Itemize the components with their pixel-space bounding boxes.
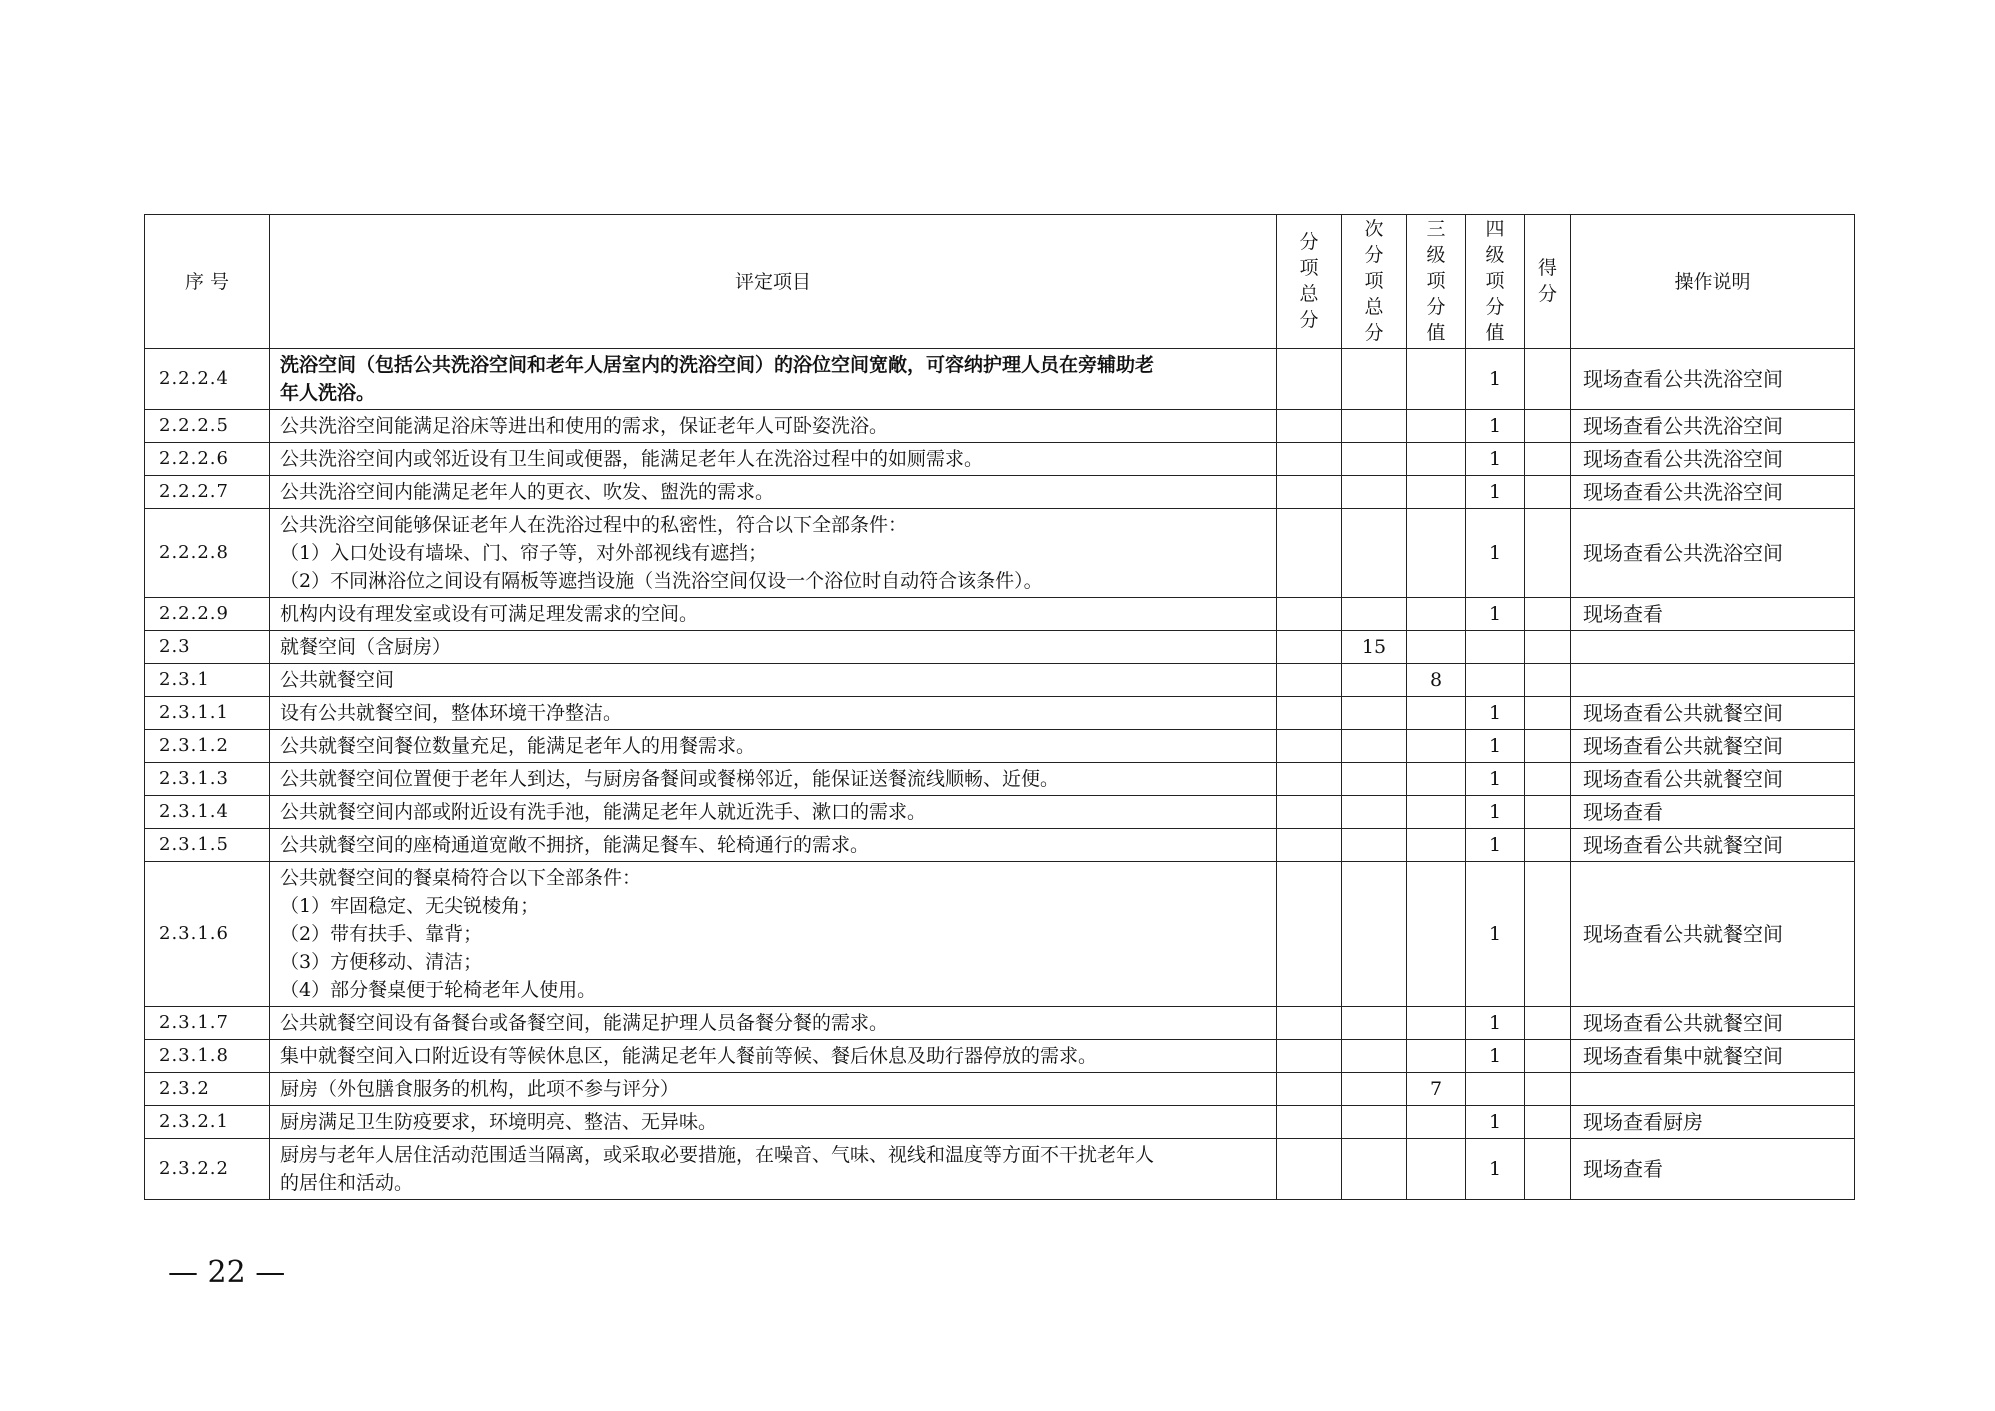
row-second-total (1342, 730, 1407, 763)
row-number: 2.2.2.5 (145, 410, 270, 443)
row-score (1525, 664, 1571, 697)
table-row (145, 1073, 1855, 1106)
row-item-line: 公共就餐空间 (280, 669, 395, 691)
row-sub-total (1277, 349, 1342, 410)
row-fourth-value (1466, 1073, 1525, 1106)
row-third-value: 8 (1407, 664, 1466, 697)
row-note: 现场查看公共洗浴空间 (1571, 476, 1855, 509)
row-item (270, 796, 1277, 829)
row-item (270, 1139, 1277, 1200)
page-number: — 22 — (168, 1255, 286, 1290)
row-sub-total (1277, 796, 1342, 829)
row-second-total (1342, 796, 1407, 829)
row-item-line: 机构内设有理发室或设有可满足理发需求的空间。 (280, 603, 699, 625)
table-row (145, 730, 1855, 763)
row-number: 2.3.1.3 (145, 763, 270, 796)
row-third-value (1407, 509, 1466, 598)
row-score (1525, 509, 1571, 598)
row-fourth-value: 1 (1466, 410, 1525, 443)
row-score (1525, 1040, 1571, 1073)
row-fourth-value: 1 (1466, 1040, 1525, 1073)
row-second-total (1342, 443, 1407, 476)
row-second-total (1342, 1106, 1407, 1139)
row-second-total (1342, 763, 1407, 796)
row-score (1525, 1007, 1571, 1040)
row-score (1525, 796, 1571, 829)
row-score (1525, 697, 1571, 730)
row-sub-total (1277, 1007, 1342, 1040)
row-fourth-value: 1 (1466, 730, 1525, 763)
row-item (270, 1073, 1277, 1106)
row-second-total (1342, 476, 1407, 509)
row-item-line: （2）不同淋浴位之间设有隔板等遮挡设施（当洗浴空间仅设一个浴位时自动符合该条件）。 (280, 570, 1043, 592)
row-sub-total (1277, 1106, 1342, 1139)
row-item (270, 443, 1277, 476)
row-third-value (1407, 1106, 1466, 1139)
row-third-value (1407, 763, 1466, 796)
row-score (1525, 476, 1571, 509)
row-third-value (1407, 476, 1466, 509)
row-fourth-value: 1 (1466, 1007, 1525, 1040)
row-third-value (1407, 796, 1466, 829)
row-item (270, 410, 1277, 443)
row-note: 现场查看公共就餐空间 (1571, 1007, 1855, 1040)
row-sub-total (1277, 1139, 1342, 1200)
row-third-value (1407, 443, 1466, 476)
table-row (145, 664, 1855, 697)
header-second-total: 次分项总分 (1342, 215, 1407, 349)
row-third-value (1407, 349, 1466, 410)
row-item (270, 1007, 1277, 1040)
row-note: 现场查看公共就餐空间 (1571, 697, 1855, 730)
row-note: 现场查看公共就餐空间 (1571, 862, 1855, 1007)
row-second-total (1342, 664, 1407, 697)
row-sub-total (1277, 730, 1342, 763)
row-second-total (1342, 697, 1407, 730)
header-fourth-value: 四级项分值 (1466, 215, 1525, 349)
row-fourth-value: 1 (1466, 349, 1525, 410)
row-score (1525, 862, 1571, 1007)
row-third-value (1407, 1040, 1466, 1073)
row-number: 2.2.2.9 (145, 598, 270, 631)
row-item (270, 730, 1277, 763)
row-note: 现场查看 (1571, 598, 1855, 631)
row-score (1525, 349, 1571, 410)
row-sub-total (1277, 410, 1342, 443)
row-sub-total (1277, 476, 1342, 509)
row-second-total (1342, 1073, 1407, 1106)
row-third-value: 7 (1407, 1073, 1466, 1106)
row-number: 2.3 (145, 631, 270, 664)
row-number: 2.2.2.8 (145, 509, 270, 598)
row-third-value (1407, 730, 1466, 763)
row-second-total (1342, 862, 1407, 1007)
row-fourth-value (1466, 664, 1525, 697)
row-score (1525, 410, 1571, 443)
row-item-line: （2）带有扶手、靠背； (280, 923, 483, 945)
row-number: 2.3.2.1 (145, 1106, 270, 1139)
row-sub-total (1277, 509, 1342, 598)
row-number: 2.3.1.4 (145, 796, 270, 829)
row-item-line: 洗浴空间（包括公共洗浴空间和老年人居室内的洗浴空间）的浴位空间宽敞，可容纳护理人员在旁辅助老 (280, 354, 1155, 376)
row-note: 现场查看 (1571, 796, 1855, 829)
row-item (270, 829, 1277, 862)
row-sub-total (1277, 631, 1342, 664)
row-sub-total (1277, 598, 1342, 631)
row-item (270, 349, 1277, 410)
row-third-value (1407, 598, 1466, 631)
row-item-line: 的居住和活动。 (280, 1172, 414, 1194)
header-item: 评定项目 (270, 215, 1277, 349)
row-note: 现场查看公共洗浴空间 (1571, 410, 1855, 443)
row-fourth-value: 1 (1466, 862, 1525, 1007)
row-note: 现场查看 (1571, 1139, 1855, 1200)
row-sub-total (1277, 443, 1342, 476)
row-second-total (1342, 598, 1407, 631)
table-row (145, 598, 1855, 631)
row-fourth-value: 1 (1466, 697, 1525, 730)
row-item-line: 厨房满足卫生防疫要求，环境明亮、整洁、无异味。 (280, 1111, 718, 1133)
row-number: 2.3.1.1 (145, 697, 270, 730)
table-row (145, 862, 1855, 1007)
row-second-total (1342, 349, 1407, 410)
row-number: 2.3.1.2 (145, 730, 270, 763)
row-sub-total (1277, 1040, 1342, 1073)
row-score (1525, 763, 1571, 796)
row-number: 2.3.1.5 (145, 829, 270, 862)
header-third-value: 三级项分值 (1407, 215, 1466, 349)
row-fourth-value: 1 (1466, 476, 1525, 509)
row-item-line: 公共就餐空间的座椅通道宽敞不拥挤，能满足餐车、轮椅通行的需求。 (280, 834, 870, 856)
row-sub-total (1277, 862, 1342, 1007)
row-item (270, 476, 1277, 509)
row-item (270, 1106, 1277, 1139)
table-row (145, 443, 1855, 476)
row-item (270, 631, 1277, 664)
header-score: 得分 (1525, 215, 1571, 349)
row-item (270, 862, 1277, 1007)
row-item-line: 公共就餐空间内部或附近设有洗手池，能满足老年人就近洗手、漱口的需求。 (280, 801, 927, 823)
row-second-total (1342, 1040, 1407, 1073)
row-third-value (1407, 631, 1466, 664)
row-number: 2.2.2.6 (145, 443, 270, 476)
row-score (1525, 1139, 1571, 1200)
row-item-line: 公共洗浴空间能满足浴床等进出和使用的需求，保证老年人可卧姿洗浴。 (280, 415, 889, 437)
row-item-line: （1）牢固稳定、无尖锐棱角； (280, 895, 540, 917)
row-fourth-value: 1 (1466, 509, 1525, 598)
row-number: 2.3.1 (145, 664, 270, 697)
row-note: 现场查看公共洗浴空间 (1571, 349, 1855, 410)
row-item (270, 1040, 1277, 1073)
table-row (145, 829, 1855, 862)
table-row (145, 763, 1855, 796)
row-third-value (1407, 1139, 1466, 1200)
row-third-value (1407, 862, 1466, 1007)
header-note: 操作说明 (1571, 215, 1855, 349)
row-fourth-value: 1 (1466, 1139, 1525, 1200)
row-note: 现场查看公共洗浴空间 (1571, 443, 1855, 476)
row-second-total (1342, 1007, 1407, 1040)
row-item (270, 664, 1277, 697)
row-score (1525, 829, 1571, 862)
row-item (270, 598, 1277, 631)
row-score (1525, 1106, 1571, 1139)
row-number: 2.3.1.7 (145, 1007, 270, 1040)
row-second-total (1342, 829, 1407, 862)
row-fourth-value: 1 (1466, 598, 1525, 631)
row-item-line: 公共洗浴空间能够保证老年人在洗浴过程中的私密性，符合以下全部条件： (280, 514, 908, 536)
row-item-line: 公共洗浴空间内或邻近设有卫生间或便器，能满足老年人在洗浴过程中的如厕需求。 (280, 448, 984, 470)
row-score (1525, 631, 1571, 664)
row-item (270, 509, 1277, 598)
header-sub-total: 分项总分 (1277, 215, 1342, 349)
row-note (1571, 631, 1855, 664)
table-row (145, 697, 1855, 730)
row-item-line: （4）部分餐桌便于轮椅老年人使用。 (280, 979, 597, 1001)
row-item-line: （3）方便移动、清洁； (280, 951, 483, 973)
table-row (145, 476, 1855, 509)
row-score (1525, 443, 1571, 476)
row-second-total: 15 (1342, 631, 1407, 664)
row-item (270, 697, 1277, 730)
table-row (145, 410, 1855, 443)
table-row (145, 1040, 1855, 1073)
row-third-value (1407, 410, 1466, 443)
row-item (270, 763, 1277, 796)
row-score (1525, 598, 1571, 631)
row-item-line: 集中就餐空间入口附近设有等候休息区，能满足老年人餐前等候、餐后休息及助行器停放的需求。 (280, 1045, 1098, 1067)
row-note: 现场查看公共洗浴空间 (1571, 509, 1855, 598)
row-item-line: 设有公共就餐空间，整体环境干净整洁。 (280, 702, 623, 724)
row-third-value (1407, 697, 1466, 730)
table-body (145, 349, 1855, 1200)
row-score (1525, 1073, 1571, 1106)
row-second-total (1342, 1139, 1407, 1200)
table-row (145, 1139, 1855, 1200)
row-fourth-value (1466, 631, 1525, 664)
row-sub-total (1277, 664, 1342, 697)
row-sub-total (1277, 763, 1342, 796)
row-third-value (1407, 1007, 1466, 1040)
row-score (1525, 730, 1571, 763)
header-num: 序 号 (145, 215, 270, 349)
table-header-row (145, 215, 1855, 349)
row-note: 现场查看公共就餐空间 (1571, 829, 1855, 862)
row-fourth-value: 1 (1466, 1106, 1525, 1139)
row-note (1571, 664, 1855, 697)
row-number: 2.2.2.7 (145, 476, 270, 509)
row-sub-total (1277, 1073, 1342, 1106)
table-row (145, 349, 1855, 410)
row-item-line: 公共就餐空间设有备餐台或备餐空间，能满足护理人员备餐分餐的需求。 (280, 1012, 889, 1034)
row-note: 现场查看公共就餐空间 (1571, 763, 1855, 796)
row-note: 现场查看集中就餐空间 (1571, 1040, 1855, 1073)
row-item-line: 公共洗浴空间内能满足老年人的更衣、吹发、盥洗的需求。 (280, 481, 775, 503)
row-item-line: 厨房（外包膳食服务的机构，此项不参与评分） (280, 1078, 680, 1100)
table-row (145, 509, 1855, 598)
row-number: 2.3.2.2 (145, 1139, 270, 1200)
table-row (145, 1007, 1855, 1040)
row-second-total (1342, 509, 1407, 598)
row-number: 2.3.1.6 (145, 862, 270, 1007)
row-number: 2.3.2 (145, 1073, 270, 1106)
row-item-line: 厨房与老年人居住活动范围适当隔离，或采取必要措施，在噪音、气味、视线和温度等方面不干扰老年人 (280, 1144, 1155, 1166)
row-number: 2.3.1.8 (145, 1040, 270, 1073)
row-fourth-value: 1 (1466, 829, 1525, 862)
row-note (1571, 1073, 1855, 1106)
row-item-line: 公共就餐空间位置便于老年人到达，与厨房备餐间或餐梯邻近，能保证送餐流线顺畅、近便。 (280, 768, 1060, 790)
row-sub-total (1277, 697, 1342, 730)
row-number: 2.2.2.4 (145, 349, 270, 410)
table-row (145, 631, 1855, 664)
table-row (145, 1106, 1855, 1139)
row-fourth-value: 1 (1466, 763, 1525, 796)
evaluation-table (144, 214, 1855, 1200)
row-item-line: 年人洗浴。 (280, 382, 376, 404)
row-second-total (1342, 410, 1407, 443)
row-fourth-value: 1 (1466, 796, 1525, 829)
row-item-line: （1）入口处设有墙垛、门、帘子等，对外部视线有遮挡； (280, 542, 768, 564)
row-fourth-value: 1 (1466, 443, 1525, 476)
table-row (145, 796, 1855, 829)
row-sub-total (1277, 829, 1342, 862)
row-item-line: 公共就餐空间的餐桌椅符合以下全部条件： (280, 867, 642, 889)
row-note: 现场查看厨房 (1571, 1106, 1855, 1139)
row-item-line: 就餐空间（含厨房） (280, 636, 452, 658)
row-note: 现场查看公共就餐空间 (1571, 730, 1855, 763)
row-item-line: 公共就餐空间餐位数量充足，能满足老年人的用餐需求。 (280, 735, 756, 757)
row-third-value (1407, 829, 1466, 862)
